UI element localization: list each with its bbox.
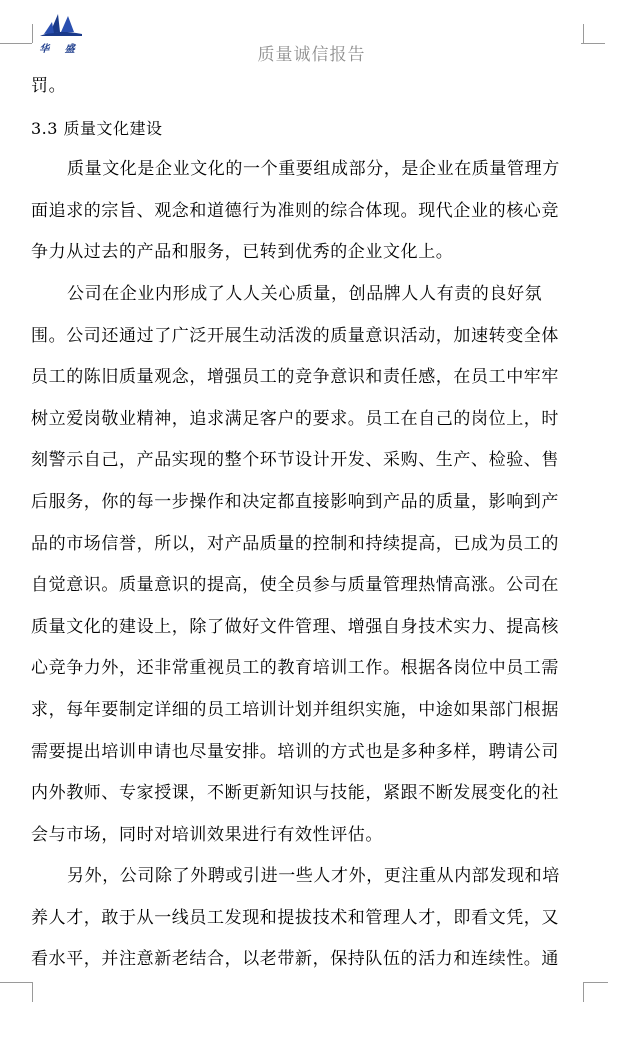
body-text-line: 需要提出培训申请也尽量安排。培训的方式也是多种多样，聘请公司 xyxy=(31,741,559,762)
body-text-line: 罚。 xyxy=(31,76,67,96)
body-text-line: 后服务，你的每一步操作和决定都直接影响到产品的质量，影响到产 xyxy=(31,491,559,512)
body-text-line: 心竞争力外，还非常重视员工的教育培训工作。根据各岗位中员工需 xyxy=(31,658,559,679)
crop-mark-bottom-right xyxy=(584,982,608,983)
logo-text: 华 盛 xyxy=(39,44,81,55)
page-header-title: 质量诚信报告 xyxy=(257,45,366,65)
crop-mark-bottom-left xyxy=(0,982,32,983)
body-text-line: 公司在企业内形成了人人关心质量，创品牌人人有责的良好氛 xyxy=(67,283,543,304)
crop-mark-bottom-right-vertical xyxy=(583,982,584,1002)
sail-logo-icon xyxy=(34,10,86,40)
body-text-line: 内外教师、专家授课，不断更新知识与技能，紧跟不断发展变化的社 xyxy=(31,783,559,804)
body-text-line: 看水平，并注意新老结合，以老带新，保持队伍的活力和连续性。通 xyxy=(31,949,559,970)
body-text-line: 员工的陈旧质量观念，增强员工的竞争意识和责任感，在员工中牢牢 xyxy=(31,367,559,388)
body-text-line: 品的市场信誉，所以，对产品质量的控制和持续提高，已成为员工的 xyxy=(31,533,559,554)
body-text-line: 自觉意识。质量意识的提高，使全员参与质量管理热情高涨。公司在 xyxy=(31,575,559,596)
body-text-line: 树立爱岗敬业精神，追求满足客户的要求。员工在自己的岗位上，时 xyxy=(31,408,559,429)
crop-mark-bottom-left-vertical xyxy=(32,982,33,1002)
body-text-line: 质量文化的建设上，除了做好文件管理、增强自身技术实力、提高核 xyxy=(31,616,559,637)
body-text-line: 围。公司还通过了广泛开展生动活泼的质量意识活动，加速转变全体 xyxy=(31,325,559,346)
body-text-line: 质量文化是企业文化的一个重要组成部分，是企业在质量管理方 xyxy=(67,159,560,180)
body-text-line: 求，每年要制定详细的员工培训计划并组织实施，中途如果部门根据 xyxy=(31,699,559,720)
section-heading: 3.3 质量文化建设 xyxy=(31,118,163,138)
body-text-line: 刻警示自己，产品实现的整个环节设计开发、采购、生产、检验、售 xyxy=(31,450,559,471)
body-text-line: 另外，公司除了外聘或引进一些人才外，更注重从内部发现和培 xyxy=(67,866,560,887)
body-text-line: 会与市场，同时对培训效果进行有效性评估。 xyxy=(31,824,383,845)
document-body xyxy=(31,66,586,981)
body-text-line: 面追求的宗旨、观念和道德行为准则的综合体现。现代企业的核心竞 xyxy=(31,200,559,221)
body-text-line: 争力从过去的产品和服务，已转到优秀的企业文化上。 xyxy=(31,242,454,263)
body-text-line: 养人才，敢于从一线员工发现和提拔技术和管理人才，即看文凭，又 xyxy=(31,907,559,928)
